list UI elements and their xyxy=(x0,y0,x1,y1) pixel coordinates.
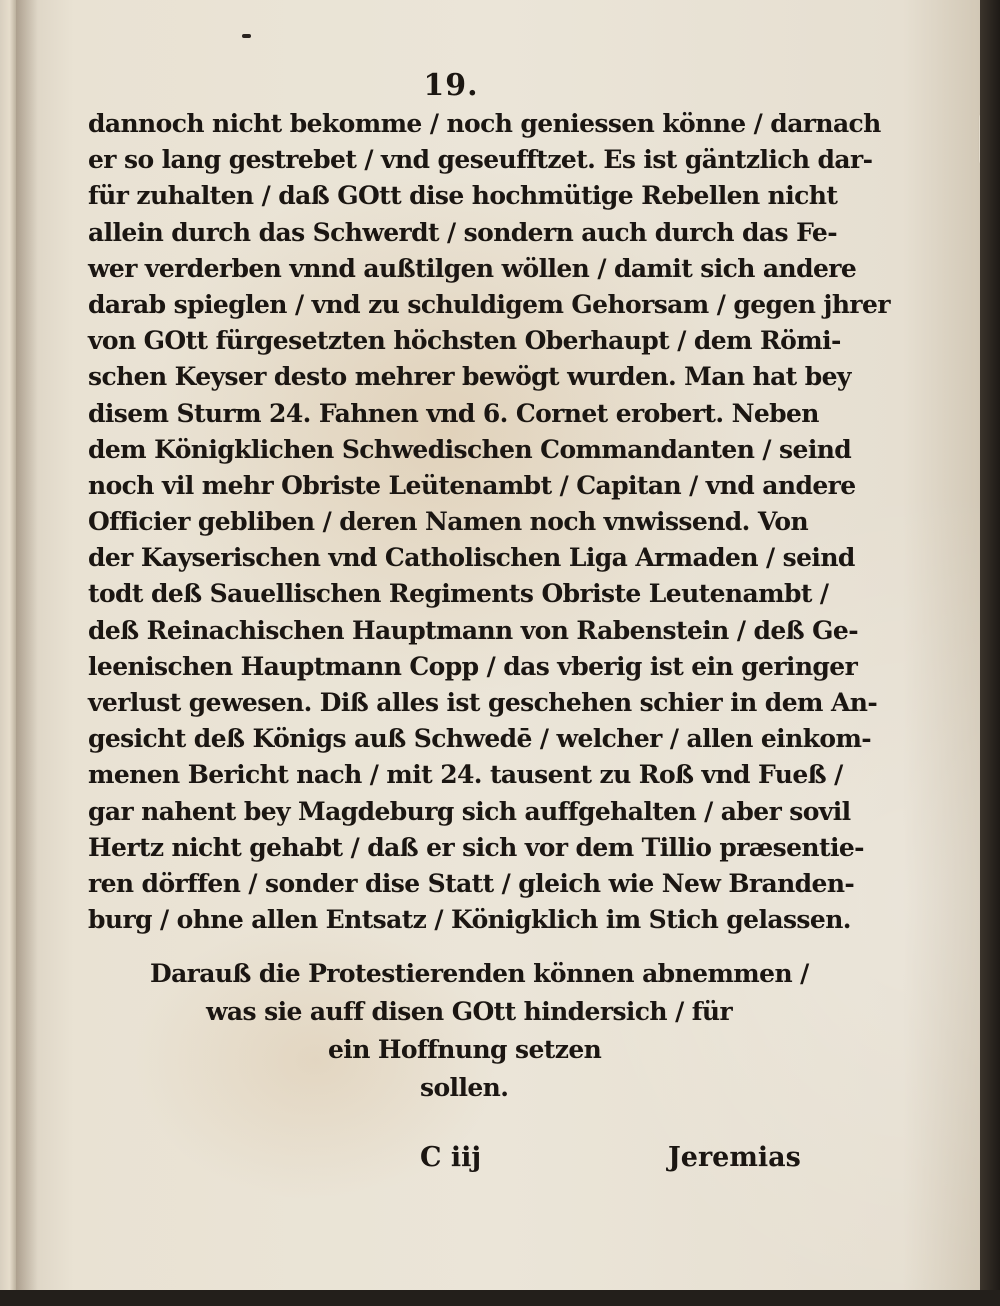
text-line: dannoch nicht bekomme / noch geniessen könne / darnach xyxy=(88,109,881,138)
text-line: deß Reinachischen Hauptmann von Rabenstein / deß Ge- xyxy=(88,615,858,645)
page-number: 19. xyxy=(423,68,479,103)
text-line: burg / ohne allen Entsatz / Königklich im Stich gelassen. xyxy=(88,905,851,935)
scan-background-right xyxy=(980,0,1000,1306)
text-line: er so lang gestrebet / vnd geseufftzet. Es ist gäntzlich dar- xyxy=(88,145,873,175)
text-line: menen Bericht nach / mit 24. tausent zu Roß vnd Fueß / xyxy=(88,760,843,790)
tail-line: was sie auff disen GOtt hindersich / für xyxy=(206,997,733,1026)
ink-speck xyxy=(242,34,251,38)
text-line: todt deß Sauellischen Regiments Obriste Leutenambt / xyxy=(88,579,829,609)
text-line: Hertz nicht gehabt / daß er sich vor dem Tillio præsentie- xyxy=(88,832,864,862)
text-line: leenischen Hauptmann Copp / das vberig ist ein geringer xyxy=(88,651,858,681)
text-line: noch vil mehr Obriste Leütenambt / Capitan / vnd andere xyxy=(88,470,856,500)
text-line: wer verderben vnnd außtilgen wöllen / damit sich andere xyxy=(88,253,857,283)
tail-line: Darauß die Protestierenden können abnemmen / xyxy=(150,959,809,988)
text-line: gar nahent bey Magdeburg sich auffgehalten / aber sovil xyxy=(88,796,851,826)
text-line: darab spieglen / vnd zu schuldigem Gehorsam / gegen jhrer xyxy=(88,289,890,319)
scan-background-bottom xyxy=(0,1290,1000,1306)
text-line: disem Sturm 24. Fahnen vnd 6. Cornet erobert. Neben xyxy=(88,398,819,428)
book-page xyxy=(16,0,982,1290)
text-line: dem Königklichen Schwedischen Commandanten / seind xyxy=(88,434,852,464)
text-line: schen Keyser desto mehrer bewögt wurden. Man hat bey xyxy=(88,362,851,392)
text-line: für zuhalten / daß GOtt dise hochmütige Rebellen nicht xyxy=(88,181,838,211)
text-line: allein durch das Schwerdt / sondern auch durch das Fe- xyxy=(88,217,837,247)
text-line: der Kayserischen vnd Catholischen Liga Armaden / seind xyxy=(88,543,855,573)
tail-line: ein Hoffnung setzen xyxy=(328,1035,602,1064)
facing-page-edge xyxy=(0,0,16,1306)
tail-line: sollen. xyxy=(420,1073,509,1102)
text-line: ren dörffen / sonder dise Statt / gleich wie New Branden- xyxy=(88,868,855,898)
gutter-shadow xyxy=(16,0,38,1290)
catchword: Jeremias xyxy=(668,1142,801,1173)
text-line: verlust gewesen. Diß alles ist geschehen schier in dem An- xyxy=(88,688,878,717)
text-line: Officier gebliben / deren Namen noch vnwissend. Von xyxy=(88,507,809,537)
signature-mark: C iij xyxy=(420,1142,482,1173)
text-line: gesicht deß Königs auß Schwedē / welcher / allen einkom- xyxy=(88,724,872,754)
text-line: von GOtt fürgesetzten höchsten Oberhaupt / dem Römi- xyxy=(88,326,841,356)
body-text xyxy=(88,106,890,938)
